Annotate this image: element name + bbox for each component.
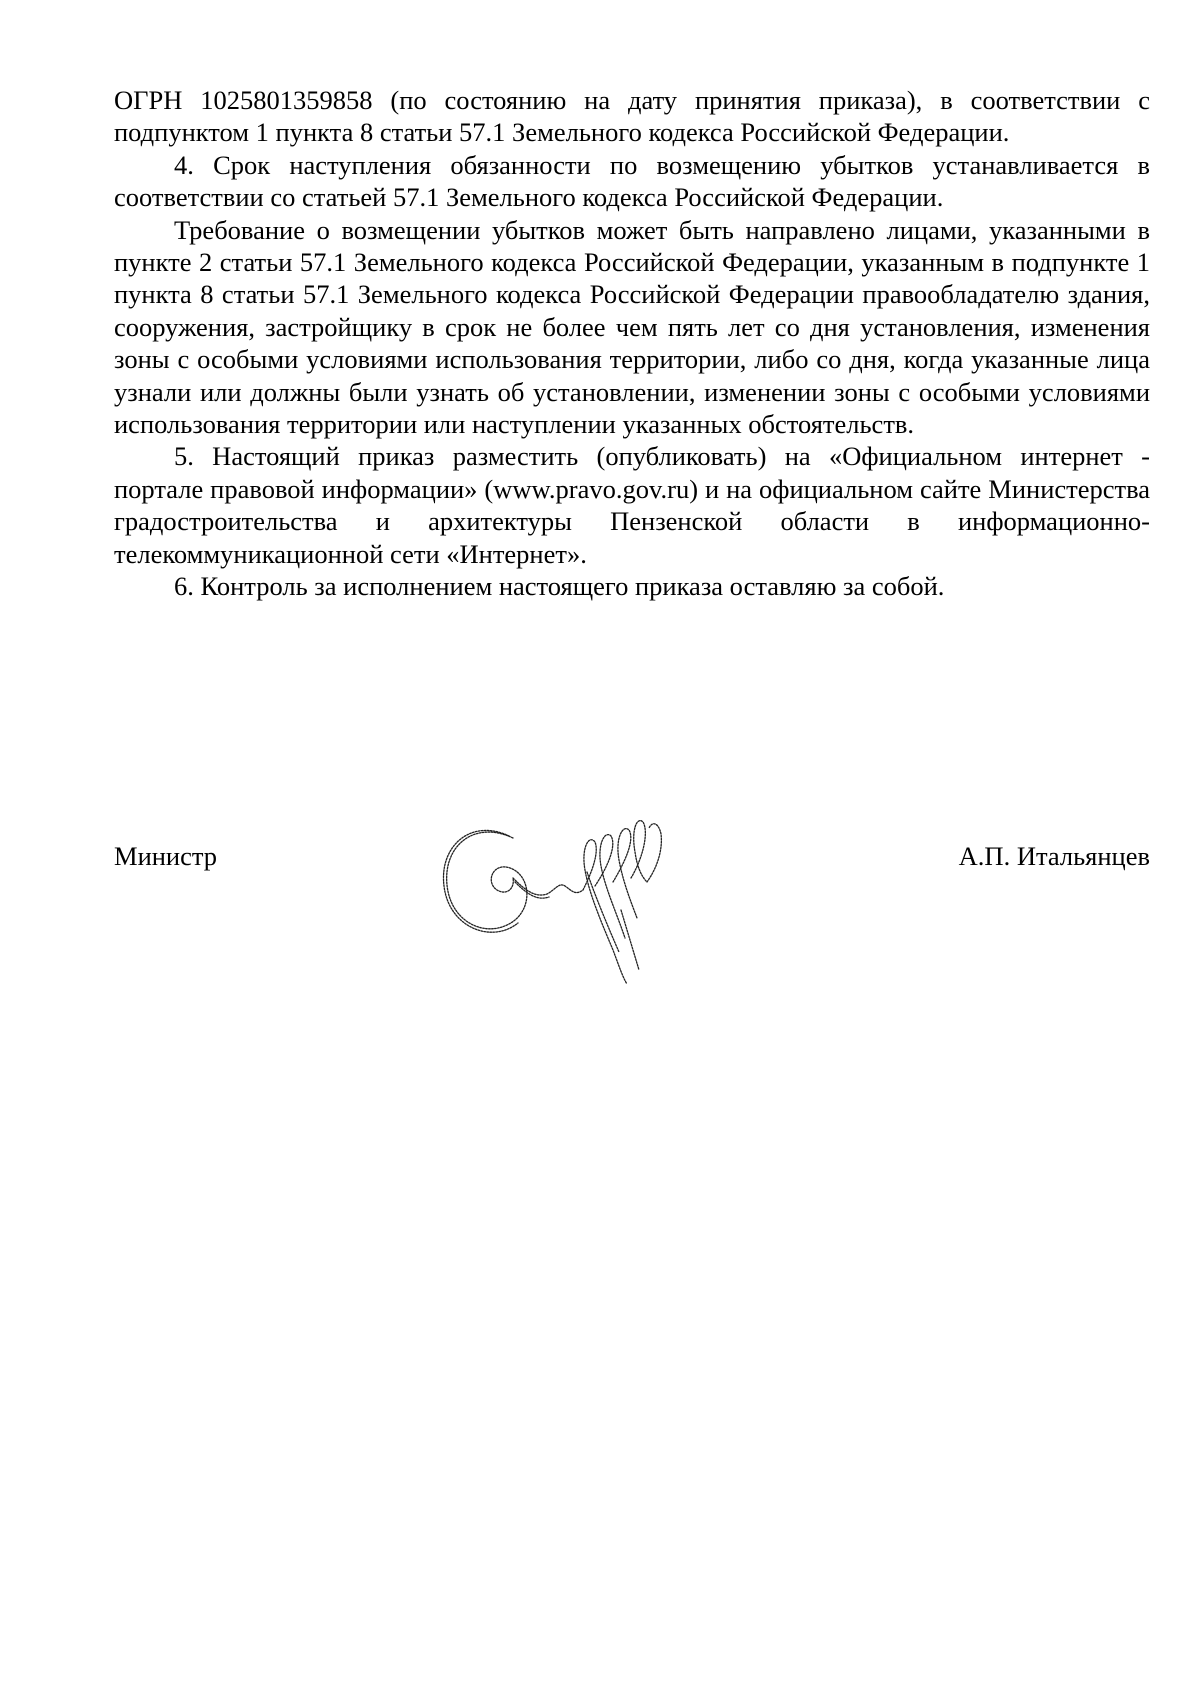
paragraph-ogrn: ОГРН 1025801359858 (по состоянию на дату принятия приказа), в соответствии с подпунктом 1 пункта 8 статьи 57.1 Земельного кодекса Российской Федерации. [114,85,1150,148]
paragraph-claim-term: Требование о возмещении убытков может быть направлено лицами, указанными в пункте 2 статьи 57.1 Земельного кодекса Российской Федерации, указанным в подпункте 1 пункта 8 статьи 57.1 Земельного кодекса Российской Федерации правообладателю здания, сооружения, застройщику в срок не более чем пять лет со дня установления, изменения зоны с особыми условиями использования территории, либо со дня, когда указанные лица узнали или должны были узнать об установлении, изменении зоны с особыми условиями использования территории или наступлении указанных обстоятельств. [114,214,1150,440]
document-body [114,84,1150,603]
paragraph-item-6: 6. Контроль за исполнением настоящего приказа оставляю за собой. [174,571,945,602]
signer-position: Министр [114,841,218,871]
paragraph-item-5: 5. Настоящий приказ разместить (опубликовать) на «Официальном интернет - портале правовой информации» (www.pravo.gov.ru) и на официальном сайте Министерства градостроительства и архитектуры Пензенской области в информационно-телекоммуникационной сети «Интернет». [114,441,1150,569]
handwritten-signature-icon [435,790,715,990]
paragraph-item-4: 4. Срок наступления обязанности по возмещению убытков устанавливается в соответствии со статьей 57.1 Земельного кодекса Российской Федерации. [114,149,1150,213]
signer-name: А.П. Итальянцев [958,841,1150,871]
